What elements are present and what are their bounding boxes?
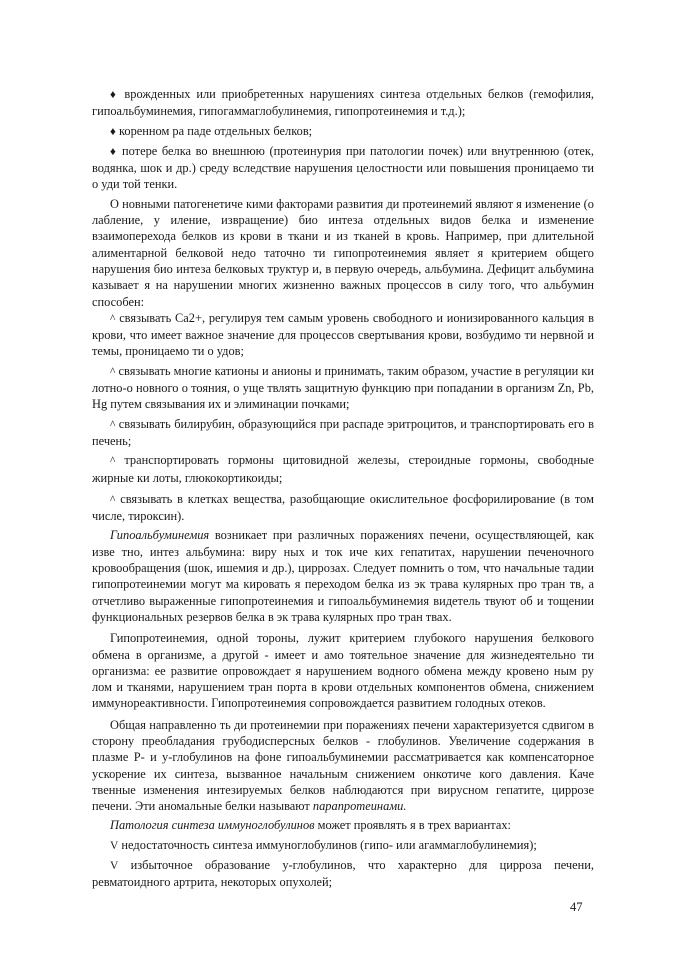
bullet-paragraph: ^ связывать в клетках вещества, разобщающие окислительное фосфорилирование (в том числе, тироксин). <box>92 491 594 524</box>
document-page <box>92 86 594 891</box>
check-bullet-icon: V <box>110 839 119 852</box>
term-italic: парапротеинами. <box>312 799 407 814</box>
bullet-paragraph: ^ связывать билирубин, образующийся при распаде эритроцитов, и транспортировать его в печень; <box>92 416 594 448</box>
check-bullet-icon: V <box>110 860 119 873</box>
term-italic: Патология синтеза иммуноглобулинов <box>110 818 315 833</box>
body-paragraph: Гипоальбуминемия возникает при различных поражениях печени, осуществляющей, как изве тно, интез альбумина: виру ных и ток иче ких гепатитах, нарушении печеночного кровообращения (шок, ишемия и др.), циррозах. Следует помнить о том, что начальные тадии гипопротеинемии могут ма кировать я переходом белка из эк трава кулярных про тран тв, а отчетливо выраженные гипопротеинемия и гипоальбуминемия видетель твуют об и тощении функциональных резервов белка в эк трава кулярных про тран твах. <box>92 528 594 624</box>
bullet-paragraph: ♦ коренном ра паде отдельных белков; <box>110 123 313 138</box>
bullet-paragraph: ♦ потере белка во внешнюю (протеинурия при патологии почек) или внутреннюю (отек, водянка, шок и др.) среду вследствие нарушения целостности или повышения проницаемо ти о уди той тенки. <box>92 143 594 192</box>
body-paragraph: Гипопротеинемия, одной тороны, лужит критерием глубокого нарушения белкового обмена в организме, а другой - имеет и амо тоятельное значение для жизнедеятельно ти организма: ее развитие опровождает я нарушением водного обмена между кровено ным ру лом и тканями, нарушением тран порта в крови отдельных компонентов обмена, снижением иммунореактивности. Гипопротеинемия сопровождается развитием голодных отеков. <box>92 631 594 711</box>
bullet-paragraph: V избыточное образование у-глобулинов, что характерно для цирроза печени, ревматоидного артрита, некоторых опухолей; <box>92 858 595 890</box>
caret-bullet-icon: ^ <box>110 365 116 378</box>
caret-bullet-icon: ^ <box>110 455 116 468</box>
diamond-bullet-icon: ♦ <box>110 125 116 138</box>
body-paragraph: О новными патогенетиче кими факторами развития ди протеинемий являют я изменение (о лабление, у иление, извращение) био интеза отдельных видов белка и изменение взаимоперехода белков из крови в ткани и из тканей в кровь. Например, при длительной алиментарной белковой недо таточно ти гипопротеинемия являет я критерием общего нарушения био интеза белковых труктур и, в первую очередь, альбумина. Дефицит альбумина казывает я на нарушении многих жизненно важных процессов в силу того, что альбумин способен: <box>92 196 594 309</box>
diamond-bullet-icon: ♦ <box>110 89 119 101</box>
bullet-paragraph: V недостаточность синтеза иммуноглобулинов (гипо- или агаммаглобулинемия); <box>110 837 537 852</box>
bullet-paragraph: ^ связывать многие катионы и анионы и принимать, таким образом, участие в регуляции ки лотно-о новного о тояния, о уще твлять защитную функцию при попадании в организм Zn, Pb, Hg путем связывания их и элиминации почками; <box>92 363 594 412</box>
bullet-paragraph: ^ связывать Са2+, регулируя тем самым уровень свободного и ионизированного кальция в крови, что имеет важное значение для процессов свертывания крови, возбудимо ти нервной и темы, проницаемо ти о удов; <box>92 310 594 359</box>
caret-bullet-icon: ^ <box>110 493 116 506</box>
page-number: 47 <box>570 900 583 914</box>
term-italic: Гипоальбуминемия <box>110 528 210 543</box>
caret-bullet-icon: ^ <box>110 312 116 325</box>
bullet-paragraph: ♦ врожденных или приобретенных нарушениях синтеза отдельных белков (гемофилия, гипоальбуминемия, гипогаммаглобулинемия, гипопротеинемия и т.д.); <box>92 87 594 119</box>
diamond-bullet-icon: ♦ <box>110 145 118 158</box>
bullet-paragraph: ^ транспортировать гормоны щитовидной железы, стероидные гормоны, свободные жирные ки лоты, глюкокортикоиды; <box>92 453 594 485</box>
body-paragraph: Общая направленно ть ди протеинемии при поражениях печени характеризуется сдвигом в сторону преобладания грубодисперсных белков - глобулинов. Увеличение содержания в плазме Р- и у-глобулинов на фоне гипоальбуминемии рассматривается как компенсаторное ускорение их синтеза, вызванное начальным снижением онкотиче кого давления. Каче твенные изменения интезируемых белков наблюдаются при вирусном гепатите, циррозе печени. Эти аномальные белки называют парапротеинами. <box>92 717 594 814</box>
body-paragraph: Патология синтеза иммуноглобулинов может проявлять я в трех вариантах: <box>110 818 511 833</box>
caret-bullet-icon: ^ <box>110 418 116 431</box>
